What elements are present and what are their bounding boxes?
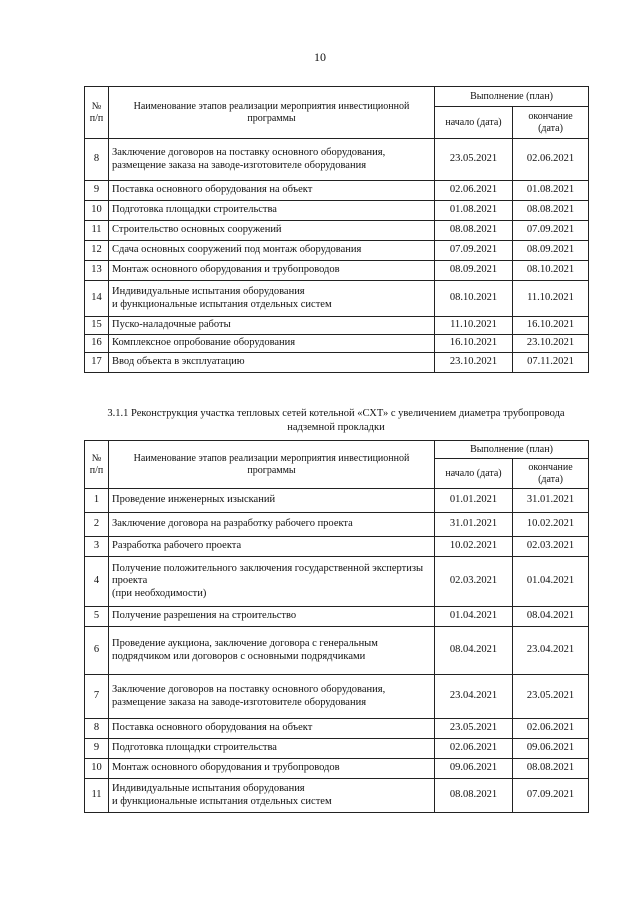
row-number: 8 xyxy=(85,719,109,739)
table-row xyxy=(85,719,589,739)
row-number: 3 xyxy=(85,537,109,557)
header-name: Наименование этапов реализации мероприятия инвестиционной программы xyxy=(109,87,435,139)
schedule-table-2 xyxy=(84,440,589,813)
stage-name: Индивидуальные испытания оборудования и функциональные испытания отдельных систем xyxy=(109,281,435,317)
start-date: 23.05.2021 xyxy=(435,719,513,739)
end-date: 23.05.2021 xyxy=(513,675,589,719)
start-date: 01.01.2021 xyxy=(435,489,513,513)
end-date: 31.01.2021 xyxy=(513,489,589,513)
end-date: 11.10.2021 xyxy=(513,281,589,317)
schedule-table-1-body xyxy=(85,139,589,373)
table-row xyxy=(85,281,589,317)
table-row xyxy=(85,607,589,627)
start-date: 08.04.2021 xyxy=(435,627,513,675)
end-date: 07.09.2021 xyxy=(513,221,589,241)
row-number: 12 xyxy=(85,241,109,261)
start-date: 31.01.2021 xyxy=(435,513,513,537)
row-number: 11 xyxy=(85,221,109,241)
stage-name: Ввод объекта в эксплуатацию xyxy=(109,353,435,373)
stage-name: Заключение договора на разработку рабочего проекта xyxy=(109,513,435,537)
table-row xyxy=(85,317,589,335)
start-date: 08.09.2021 xyxy=(435,261,513,281)
row-number: 9 xyxy=(85,739,109,759)
row-number: 11 xyxy=(85,779,109,813)
start-date: 11.10.2021 xyxy=(435,317,513,335)
table-row xyxy=(85,353,589,373)
table-row xyxy=(85,139,589,181)
end-date: 23.04.2021 xyxy=(513,627,589,675)
header-start: начало (дата) xyxy=(435,459,513,489)
header-end: окончание (дата) xyxy=(513,107,589,139)
row-number: 10 xyxy=(85,759,109,779)
start-date: 09.06.2021 xyxy=(435,759,513,779)
table-row xyxy=(85,335,589,353)
row-number: 15 xyxy=(85,317,109,335)
schedule-table-1 xyxy=(84,86,589,373)
end-date: 08.08.2021 xyxy=(513,759,589,779)
stage-name: Заключение договоров на поставку основного оборудования, размещение заказа на заводе-изготовителе оборудования xyxy=(109,675,435,719)
row-number: 2 xyxy=(85,513,109,537)
stage-name: Подготовка площадки строительства xyxy=(109,739,435,759)
stage-name: Разработка рабочего проекта xyxy=(109,537,435,557)
table-row xyxy=(85,779,589,813)
start-date: 08.08.2021 xyxy=(435,779,513,813)
end-date: 07.09.2021 xyxy=(513,779,589,813)
section-heading: 3.1.1 Реконструкция участка тепловых сетей котельной «СХТ» с увеличением диаметра трубопровода надземной прокладки xyxy=(107,408,565,433)
header-execution: Выполнение (план) xyxy=(435,87,589,107)
start-date: 02.06.2021 xyxy=(435,739,513,759)
table-row xyxy=(85,181,589,201)
end-date: 10.02.2021 xyxy=(513,513,589,537)
stage-name: Поставка основного оборудования на объект xyxy=(109,181,435,201)
table-row xyxy=(85,557,589,607)
header-num: № п/п xyxy=(85,441,109,489)
start-date: 02.03.2021 xyxy=(435,557,513,607)
header-start: начало (дата) xyxy=(435,107,513,139)
stage-name: Сдача основных сооружений под монтаж оборудования xyxy=(109,241,435,261)
start-date: 10.02.2021 xyxy=(435,537,513,557)
table-row xyxy=(85,201,589,221)
end-date: 08.04.2021 xyxy=(513,607,589,627)
stage-name: Заключение договоров на поставку основного оборудования, размещение заказа на заводе-изготовителе оборудования xyxy=(109,139,435,181)
row-number: 5 xyxy=(85,607,109,627)
start-date: 02.06.2021 xyxy=(435,181,513,201)
row-number: 7 xyxy=(85,675,109,719)
table-row xyxy=(85,675,589,719)
stage-name: Монтаж основного оборудования и трубопроводов xyxy=(109,759,435,779)
header-execution: Выполнение (план) xyxy=(435,441,589,459)
start-date: 23.10.2021 xyxy=(435,353,513,373)
end-date: 01.04.2021 xyxy=(513,557,589,607)
table-row xyxy=(85,221,589,241)
stage-name: Проведение аукциона, заключение договора с генеральным подрядчиком или договоров с основными подрядчиками xyxy=(109,627,435,675)
end-date: 07.11.2021 xyxy=(513,353,589,373)
row-number: 13 xyxy=(85,261,109,281)
row-number: 17 xyxy=(85,353,109,373)
end-date: 02.03.2021 xyxy=(513,537,589,557)
row-number: 10 xyxy=(85,201,109,221)
table-row xyxy=(85,241,589,261)
start-date: 16.10.2021 xyxy=(435,335,513,353)
start-date: 08.08.2021 xyxy=(435,221,513,241)
end-date: 09.06.2021 xyxy=(513,739,589,759)
end-date: 02.06.2021 xyxy=(513,139,589,181)
row-number: 6 xyxy=(85,627,109,675)
row-number: 8 xyxy=(85,139,109,181)
stage-name: Монтаж основного оборудования и трубопроводов xyxy=(109,261,435,281)
table-row xyxy=(85,739,589,759)
stage-name: Получение положительного заключения государственной экспертизы проекта (при необходимости) xyxy=(109,557,435,607)
stage-name: Получение разрешения на строительство xyxy=(109,607,435,627)
schedule-table-2-body xyxy=(85,489,589,813)
header-name: Наименование этапов реализации мероприятия инвестиционной программы xyxy=(109,441,435,489)
table-row xyxy=(85,261,589,281)
table-row xyxy=(85,627,589,675)
row-number: 4 xyxy=(85,557,109,607)
end-date: 01.08.2021 xyxy=(513,181,589,201)
start-date: 23.05.2021 xyxy=(435,139,513,181)
row-number: 14 xyxy=(85,281,109,317)
table-row xyxy=(85,513,589,537)
row-number: 1 xyxy=(85,489,109,513)
table-row xyxy=(85,537,589,557)
stage-name: Комплексное опробование оборудования xyxy=(109,335,435,353)
start-date: 08.10.2021 xyxy=(435,281,513,317)
table-row xyxy=(85,759,589,779)
stage-name: Поставка основного оборудования на объект xyxy=(109,719,435,739)
stage-name: Подготовка площадки строительства xyxy=(109,201,435,221)
stage-name: Строительство основных сооружений xyxy=(109,221,435,241)
start-date: 01.08.2021 xyxy=(435,201,513,221)
start-date: 07.09.2021 xyxy=(435,241,513,261)
end-date: 16.10.2021 xyxy=(513,317,589,335)
page-number: 10 xyxy=(314,50,326,64)
end-date: 08.10.2021 xyxy=(513,261,589,281)
header-end: окончание (дата) xyxy=(513,459,589,489)
stage-name: Проведение инженерных изысканий xyxy=(109,489,435,513)
start-date: 01.04.2021 xyxy=(435,607,513,627)
row-number: 16 xyxy=(85,335,109,353)
end-date: 23.10.2021 xyxy=(513,335,589,353)
stage-name: Индивидуальные испытания оборудования и функциональные испытания отдельных систем xyxy=(109,779,435,813)
stage-name: Пуско-наладочные работы xyxy=(109,317,435,335)
end-date: 02.06.2021 xyxy=(513,719,589,739)
header-num: № п/п xyxy=(85,87,109,139)
end-date: 08.09.2021 xyxy=(513,241,589,261)
row-number: 9 xyxy=(85,181,109,201)
end-date: 08.08.2021 xyxy=(513,201,589,221)
start-date: 23.04.2021 xyxy=(435,675,513,719)
table-row xyxy=(85,489,589,513)
